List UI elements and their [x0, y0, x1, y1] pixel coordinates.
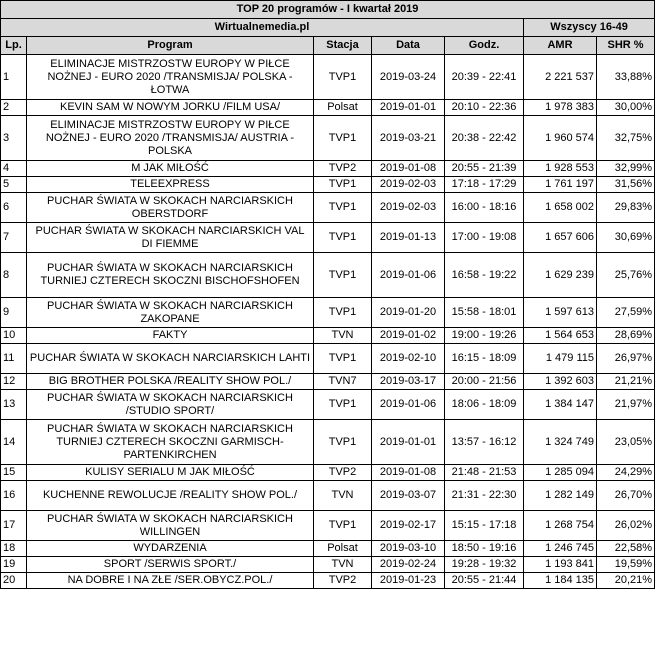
- cell-date: 2019-01-08: [372, 161, 445, 177]
- table-row: [1, 177, 655, 193]
- cell-time: 19:00 - 19:26: [445, 328, 524, 344]
- cell-shr: 23,05%: [597, 420, 655, 465]
- cell-program: PUCHAR ŚWIATA W SKOKACH NARCIARSKICH VAL DI FIEMME: [27, 223, 314, 253]
- cell-date: 2019-01-13: [372, 223, 445, 253]
- cell-date: 2019-01-06: [372, 253, 445, 298]
- cell-amr: 1 564 653: [524, 328, 597, 344]
- cell-time: 16:15 - 18:09: [445, 344, 524, 374]
- cell-amr: 1 657 606: [524, 223, 597, 253]
- cell-station: TVP1: [314, 223, 372, 253]
- cell-amr: 1 282 149: [524, 481, 597, 511]
- col-header-date: Data: [372, 37, 445, 55]
- cell-shr: 26,70%: [597, 481, 655, 511]
- table-row: [1, 557, 655, 573]
- table-row: [1, 344, 655, 374]
- cell-time: 20:55 - 21:44: [445, 573, 524, 589]
- cell-program: PUCHAR ŚWIATA W SKOKACH NARCIARSKICH ZAKOPANE: [27, 298, 314, 328]
- cell-shr: 19,59%: [597, 557, 655, 573]
- table-row: [1, 328, 655, 344]
- cell-shr: 33,88%: [597, 55, 655, 100]
- cell-date: 2019-01-23: [372, 573, 445, 589]
- cell-program: SPORT /SERWIS SPORT./: [27, 557, 314, 573]
- cell-station: TVP1: [314, 298, 372, 328]
- cell-amr: 2 221 537: [524, 55, 597, 100]
- cell-amr: 1 928 553: [524, 161, 597, 177]
- cell-amr: 1 246 745: [524, 541, 597, 557]
- cell-time: 13:57 - 16:12: [445, 420, 524, 465]
- cell-date: 2019-03-07: [372, 481, 445, 511]
- cell-station: Polsat: [314, 100, 372, 116]
- cell-program: BIG BROTHER POLSKA /REALITY SHOW POL./: [27, 374, 314, 390]
- cell-lp: 6: [1, 193, 27, 223]
- table-row: [1, 55, 655, 100]
- cell-amr: 1 324 749: [524, 420, 597, 465]
- cell-lp: 19: [1, 557, 27, 573]
- column-header-row: [1, 37, 655, 55]
- cell-amr: 1 960 574: [524, 116, 597, 161]
- col-header-program: Program: [27, 37, 314, 55]
- cell-shr: 30,00%: [597, 100, 655, 116]
- cell-shr: 32,75%: [597, 116, 655, 161]
- table-row: [1, 573, 655, 589]
- cell-shr: 25,76%: [597, 253, 655, 298]
- cell-station: TVP1: [314, 177, 372, 193]
- cell-amr: 1 268 754: [524, 511, 597, 541]
- cell-lp: 14: [1, 420, 27, 465]
- cell-station: TVP1: [314, 344, 372, 374]
- cell-station: TVP1: [314, 55, 372, 100]
- cell-amr: 1 479 115: [524, 344, 597, 374]
- cell-program: ELIMINACJE MISTRZOSTW EUROPY W PIŁCE NOŻNEJ - EURO 2020 /TRANSMISJA/ AUSTRIA - POLSKA: [27, 116, 314, 161]
- cell-time: 16:58 - 19:22: [445, 253, 524, 298]
- table-row: [1, 374, 655, 390]
- cell-lp: 9: [1, 298, 27, 328]
- cell-time: 20:39 - 22:41: [445, 55, 524, 100]
- table-row: [1, 465, 655, 481]
- table-row: [1, 223, 655, 253]
- cell-lp: 11: [1, 344, 27, 374]
- cell-lp: 10: [1, 328, 27, 344]
- cell-time: 15:15 - 17:18: [445, 511, 524, 541]
- cell-date: 2019-01-08: [372, 465, 445, 481]
- cell-shr: 29,83%: [597, 193, 655, 223]
- cell-date: 2019-01-01: [372, 420, 445, 465]
- cell-program: FAKTY: [27, 328, 314, 344]
- cell-station: TVP1: [314, 116, 372, 161]
- cell-lp: 13: [1, 390, 27, 420]
- cell-station: TVP2: [314, 573, 372, 589]
- cell-shr: 26,02%: [597, 511, 655, 541]
- cell-date: 2019-02-03: [372, 193, 445, 223]
- cell-date: 2019-01-20: [372, 298, 445, 328]
- cell-date: 2019-02-10: [372, 344, 445, 374]
- cell-program: TELEEXPRESS: [27, 177, 314, 193]
- cell-station: TVN: [314, 481, 372, 511]
- col-header-lp: Lp.: [1, 37, 27, 55]
- cell-shr: 31,56%: [597, 177, 655, 193]
- cell-program: PUCHAR ŚWIATA W SKOKACH NARCIARSKICH OBERSTDORF: [27, 193, 314, 223]
- cell-time: 17:18 - 17:29: [445, 177, 524, 193]
- cell-date: 2019-01-06: [372, 390, 445, 420]
- cell-program: NA DOBRE I NA ZŁE /SER.OBYCZ.POL./: [27, 573, 314, 589]
- cell-time: 21:48 - 21:53: [445, 465, 524, 481]
- cell-date: 2019-02-17: [372, 511, 445, 541]
- table-row: [1, 541, 655, 557]
- cell-program: PUCHAR ŚWIATA W SKOKACH NARCIARSKICH TURNIEJ CZTERECH SKOCZNI GARMISCH-PARTENKIRCHEN: [27, 420, 314, 465]
- title-row: [1, 1, 655, 19]
- cell-date: 2019-02-03: [372, 177, 445, 193]
- target-group-label: Wszyscy 16-49: [524, 19, 655, 37]
- cell-station: TVP1: [314, 253, 372, 298]
- cell-program: PUCHAR ŚWIATA W SKOKACH NARCIARSKICH LAHTI: [27, 344, 314, 374]
- col-header-shr: SHR %: [597, 37, 655, 55]
- cell-program: KEVIN SAM W NOWYM JORKU /FILM USA/: [27, 100, 314, 116]
- cell-lp: 2: [1, 100, 27, 116]
- cell-station: TVN: [314, 557, 372, 573]
- table-row: [1, 481, 655, 511]
- cell-program: PUCHAR ŚWIATA W SKOKACH NARCIARSKICH /STUDIO SPORT/: [27, 390, 314, 420]
- cell-shr: 28,69%: [597, 328, 655, 344]
- cell-time: 20:00 - 21:56: [445, 374, 524, 390]
- cell-amr: 1 184 135: [524, 573, 597, 589]
- cell-amr: 1 384 147: [524, 390, 597, 420]
- table-row: [1, 390, 655, 420]
- cell-program: M JAK MIŁOŚĆ: [27, 161, 314, 177]
- cell-program: PUCHAR ŚWIATA W SKOKACH NARCIARSKICH TURNIEJ CZTERECH SKOCZNI BISCHOFSHOFEN: [27, 253, 314, 298]
- cell-amr: 1 392 603: [524, 374, 597, 390]
- table-row: [1, 253, 655, 298]
- cell-amr: 1 978 383: [524, 100, 597, 116]
- cell-lp: 1: [1, 55, 27, 100]
- cell-station: TVP2: [314, 161, 372, 177]
- cell-shr: 27,59%: [597, 298, 655, 328]
- cell-lp: 3: [1, 116, 27, 161]
- col-header-station: Stacja: [314, 37, 372, 55]
- cell-station: Polsat: [314, 541, 372, 557]
- table-row: [1, 116, 655, 161]
- cell-date: 2019-01-01: [372, 100, 445, 116]
- cell-lp: 4: [1, 161, 27, 177]
- cell-time: 20:38 - 22:42: [445, 116, 524, 161]
- cell-amr: 1 629 239: [524, 253, 597, 298]
- cell-station: TVN: [314, 328, 372, 344]
- cell-lp: 17: [1, 511, 27, 541]
- table-row: [1, 511, 655, 541]
- cell-lp: 7: [1, 223, 27, 253]
- cell-date: 2019-03-10: [372, 541, 445, 557]
- table-row: [1, 298, 655, 328]
- cell-time: 18:06 - 18:09: [445, 390, 524, 420]
- cell-program: WYDARZENIA: [27, 541, 314, 557]
- cell-time: 20:55 - 21:39: [445, 161, 524, 177]
- cell-lp: 15: [1, 465, 27, 481]
- table-row: [1, 161, 655, 177]
- cell-shr: 22,58%: [597, 541, 655, 557]
- cell-program: KUCHENNE REWOLUCJE /REALITY SHOW POL./: [27, 481, 314, 511]
- col-header-time: Godz.: [445, 37, 524, 55]
- cell-station: TVP2: [314, 465, 372, 481]
- cell-date: 2019-03-17: [372, 374, 445, 390]
- cell-date: 2019-01-02: [372, 328, 445, 344]
- cell-time: 20:10 - 22:36: [445, 100, 524, 116]
- cell-shr: 21,97%: [597, 390, 655, 420]
- cell-shr: 24,29%: [597, 465, 655, 481]
- table-row: [1, 420, 655, 465]
- cell-amr: 1 193 841: [524, 557, 597, 573]
- cell-time: 19:28 - 19:32: [445, 557, 524, 573]
- table-title: TOP 20 programów - I kwartał 2019: [1, 1, 655, 19]
- cell-amr: 1 761 197: [524, 177, 597, 193]
- source-label: Wirtualnemedia.pl: [1, 19, 524, 37]
- cell-program: ELIMINACJE MISTRZOSTW EUROPY W PIŁCE NOŻNEJ - EURO 2020 /TRANSMISJA/ POLSKA - ŁOTWA: [27, 55, 314, 100]
- cell-time: 18:50 - 19:16: [445, 541, 524, 557]
- cell-station: TVN7: [314, 374, 372, 390]
- cell-date: 2019-03-24: [372, 55, 445, 100]
- cell-lp: 8: [1, 253, 27, 298]
- cell-amr: 1 285 094: [524, 465, 597, 481]
- cell-lp: 12: [1, 374, 27, 390]
- cell-shr: 30,69%: [597, 223, 655, 253]
- cell-lp: 18: [1, 541, 27, 557]
- cell-time: 17:00 - 19:08: [445, 223, 524, 253]
- cell-program: KULISY SERIALU M JAK MIŁOŚĆ: [27, 465, 314, 481]
- cell-amr: 1 597 613: [524, 298, 597, 328]
- cell-station: TVP1: [314, 511, 372, 541]
- cell-time: 21:31 - 22:30: [445, 481, 524, 511]
- cell-shr: 32,99%: [597, 161, 655, 177]
- cell-shr: 26,97%: [597, 344, 655, 374]
- cell-date: 2019-03-21: [372, 116, 445, 161]
- cell-station: TVP1: [314, 390, 372, 420]
- cell-lp: 16: [1, 481, 27, 511]
- cell-shr: 21,21%: [597, 374, 655, 390]
- cell-station: TVP1: [314, 193, 372, 223]
- cell-time: 16:00 - 18:16: [445, 193, 524, 223]
- cell-lp: 20: [1, 573, 27, 589]
- cell-shr: 20,21%: [597, 573, 655, 589]
- cell-station: TVP1: [314, 420, 372, 465]
- table-row: [1, 100, 655, 116]
- cell-program: PUCHAR ŚWIATA W SKOKACH NARCIARSKICH WILLINGEN: [27, 511, 314, 541]
- cell-lp: 5: [1, 177, 27, 193]
- cell-amr: 1 658 002: [524, 193, 597, 223]
- table-row: [1, 193, 655, 223]
- cell-time: 15:58 - 18:01: [445, 298, 524, 328]
- cell-date: 2019-02-24: [372, 557, 445, 573]
- col-header-amr: AMR: [524, 37, 597, 55]
- source-row: [1, 19, 655, 37]
